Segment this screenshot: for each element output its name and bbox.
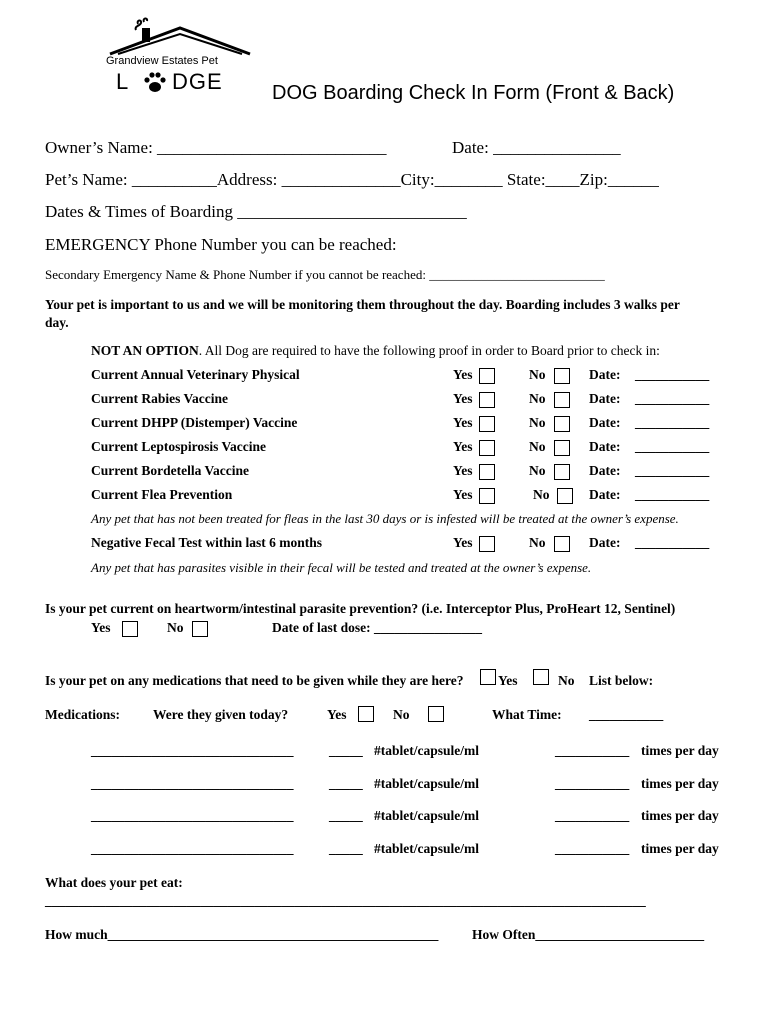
yes-label: Yes <box>453 487 473 502</box>
frequency-unit-label: times per day <box>641 743 719 758</box>
not-option-rest: . All Dog are required to have the following proof in order to Board prior to check in: <box>198 343 660 358</box>
no-checkbox[interactable] <box>554 392 570 408</box>
yes-label: Yes <box>453 415 473 430</box>
yes-label: Yes <box>453 367 473 382</box>
diet-input[interactable]: _________________________________________________________________________________________ <box>45 893 646 908</box>
dose-unit-label: #tablet/capsule/ml <box>374 841 479 856</box>
yes-checkbox[interactable] <box>479 536 495 552</box>
no-label: No <box>529 391 546 406</box>
date-input[interactable]: ___________ <box>635 463 710 478</box>
not-option-bold: NOT AN OPTION <box>91 343 199 358</box>
date-input[interactable]: ___________ <box>635 487 710 502</box>
date-input[interactable]: ___________ <box>635 367 710 382</box>
list-below-label: List below: <box>589 673 654 688</box>
frequency-input[interactable]: ___________ <box>555 743 630 758</box>
meds-yes-checkbox[interactable] <box>480 669 496 685</box>
meds-yes-label: Yes <box>498 673 518 688</box>
heartworm-no-label: No <box>167 620 184 635</box>
vaccine-label: Current Flea Prevention <box>91 487 233 502</box>
date-label: Date: <box>589 439 621 454</box>
yes-label: Yes <box>453 463 473 478</box>
vaccine-label: Current Annual Veterinary Physical <box>91 367 300 382</box>
no-label: No <box>529 463 546 478</box>
what-time-label: What Time: <box>492 707 562 722</box>
given-yes-checkbox[interactable] <box>358 706 374 722</box>
notice-line-1: Your pet is important to us and we will be monitoring them throughout the day. Boarding includes 3 walks per <box>45 297 680 312</box>
no-checkbox[interactable] <box>554 368 570 384</box>
paw-icon <box>142 71 168 95</box>
dose-input[interactable]: _____ <box>329 776 363 791</box>
heartworm-yes-label: Yes <box>91 620 111 635</box>
owner-name-field[interactable]: Owner’s Name: ___________________________ <box>45 138 387 157</box>
vaccine-label: Current Bordetella Vaccine <box>91 463 249 478</box>
dose-input[interactable]: _____ <box>329 841 363 856</box>
notice-line-2: day. <box>45 315 69 330</box>
meds-no-checkbox[interactable] <box>533 669 549 685</box>
dose-unit-label: #tablet/capsule/ml <box>374 743 479 758</box>
no-label: No <box>529 367 546 382</box>
no-checkbox[interactable] <box>554 536 570 552</box>
given-no-checkbox[interactable] <box>428 706 444 722</box>
no-label: No <box>533 487 550 502</box>
frequency-input[interactable]: ___________ <box>555 841 630 856</box>
given-today-label: Were they given today? <box>153 707 289 722</box>
yes-label: Yes <box>453 535 473 550</box>
last-dose-label: Date of last dose: ____________ <box>272 620 455 635</box>
heartworm-no-checkbox[interactable] <box>192 621 208 637</box>
frequency-unit-label: times per day <box>641 776 719 791</box>
medication-name-input[interactable]: ______________________________ <box>91 776 294 791</box>
boarding-dates-field[interactable]: Dates & Times of Boarding ___________________________ <box>45 202 467 221</box>
no-checkbox[interactable] <box>554 416 570 432</box>
fecal-note: Any pet that has parasites visible in their fecal will be tested and treated at the owner’s expense. <box>91 560 592 575</box>
heartworm-question: Is your pet current on heartworm/intestinal parasite prevention? (i.e. Interceptor Plus, ProHeart 12, Sentinel) <box>45 601 676 616</box>
no-checkbox[interactable] <box>554 464 570 480</box>
medication-name-input[interactable]: ______________________________ <box>91 808 294 823</box>
yes-checkbox[interactable] <box>479 464 495 480</box>
date-label: Date: <box>589 487 621 502</box>
medication-name-input[interactable]: ______________________________ <box>91 841 294 856</box>
no-checkbox[interactable] <box>554 440 570 456</box>
medications-question: Is your pet on any medications that need to be given while they are here? <box>45 673 464 688</box>
date-input[interactable]: ___________ <box>635 439 710 454</box>
no-label: No <box>529 439 546 454</box>
how-much-field[interactable]: How much_________________________________________________ <box>45 927 439 942</box>
no-label: No <box>529 535 546 550</box>
frequency-input[interactable]: ___________ <box>555 808 630 823</box>
yes-label: Yes <box>453 439 473 454</box>
diet-question: What does your pet eat: <box>45 875 183 890</box>
medications-label: Medications: <box>45 707 120 722</box>
date-input[interactable]: ___________ <box>635 415 710 430</box>
yes-checkbox[interactable] <box>479 392 495 408</box>
frequency-unit-label: times per day <box>641 841 719 856</box>
given-no-label: No <box>393 707 410 722</box>
frequency-input[interactable]: ___________ <box>555 776 630 791</box>
dose-unit-label: #tablet/capsule/ml <box>374 776 479 791</box>
dose-input[interactable]: _____ <box>329 808 363 823</box>
logo-word-right: DGE <box>172 69 223 94</box>
meds-no-label: No <box>558 673 575 688</box>
pet-address-field[interactable]: Pet’s Name: __________Address: ______________City:________ State:____Zip:______ <box>45 170 659 189</box>
dose-unit-label: #tablet/capsule/ml <box>374 808 479 823</box>
date-label: Date: <box>589 367 621 382</box>
what-time-input[interactable]: ___________ <box>589 707 664 722</box>
last-dose-tail: ____ <box>454 620 482 635</box>
logo-word-left: L <box>116 69 130 94</box>
secondary-emergency-field[interactable]: Secondary Emergency Name & Phone Number if you cannot be reached: ___________________________ <box>45 267 605 282</box>
date-input[interactable]: ___________ <box>635 391 710 406</box>
no-label: No <box>529 415 546 430</box>
date-label: Date: <box>589 535 621 550</box>
flea-note: Any pet that has not been treated for fleas in the last 30 days or is infested will be treated at the owner’s expense. <box>91 511 679 526</box>
fecal-test-label: Negative Fecal Test within last 6 months <box>91 535 322 550</box>
dose-input[interactable]: _____ <box>329 743 363 758</box>
date-label: Date: <box>589 463 621 478</box>
lodge-logo <box>100 14 260 96</box>
yes-label: Yes <box>453 391 473 406</box>
yes-checkbox[interactable] <box>479 368 495 384</box>
date-field[interactable]: Date: _______________ <box>452 138 621 157</box>
form-title: DOG Boarding Check In Form (Front & Back) <box>272 82 675 104</box>
no-checkbox[interactable] <box>557 488 573 504</box>
not-option-text <box>91 343 660 359</box>
vaccine-label: Current Leptospirosis Vaccine <box>91 439 267 454</box>
medication-name-input[interactable]: ______________________________ <box>91 743 294 758</box>
yes-checkbox[interactable] <box>479 440 495 456</box>
vaccine-label: Current Rabies Vaccine <box>91 391 228 406</box>
yes-checkbox[interactable] <box>479 416 495 432</box>
heartworm-yes-checkbox[interactable] <box>122 621 138 637</box>
last-dose-field[interactable] <box>272 620 482 636</box>
date-label: Date: <box>589 391 621 406</box>
given-yes-label: Yes <box>327 707 347 722</box>
date-label: Date: <box>589 415 621 430</box>
yes-checkbox[interactable] <box>479 488 495 504</box>
date-input[interactable]: ___________ <box>635 535 710 550</box>
how-often-field[interactable]: How Often_________________________ <box>472 927 705 942</box>
frequency-unit-label: times per day <box>641 808 719 823</box>
emergency-phone-label: EMERGENCY Phone Number you can be reached: <box>45 235 397 254</box>
vaccine-label: Current DHPP (Distemper) Vaccine <box>91 415 298 430</box>
logo-name-line: Grandview Estates Pet <box>106 55 218 67</box>
